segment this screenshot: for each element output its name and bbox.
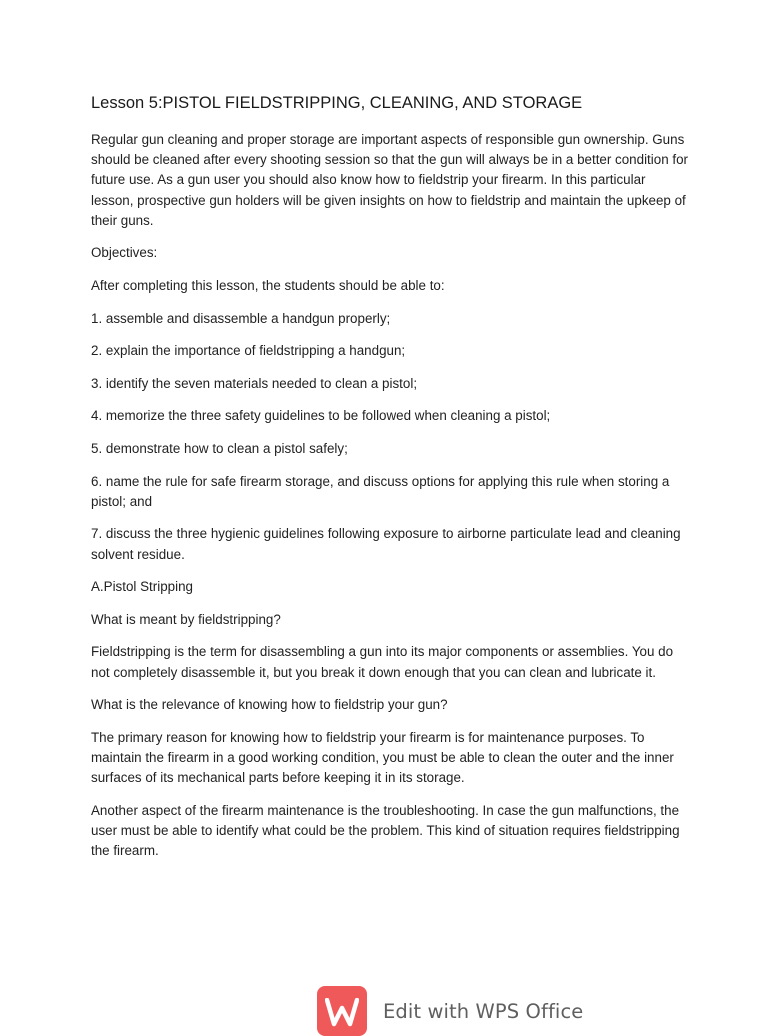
intro-paragraph: Regular gun cleaning and proper storage are important aspects of responsible gun ownership. Guns should be cleaned after every shooting session so that the gun will always be in a better condition for future use. As a gun user you should also know how to fieldstrip your firearm. In this particular lesson, prospective gun holders will be given insights on how to fieldstrip and maintain the upkeep of their guns. — [91, 132, 688, 228]
wps-office-logo-icon — [317, 986, 367, 1036]
objective-item-1: 1. assemble and disassemble a handgun properly; — [91, 310, 391, 326]
wps-footer-banner[interactable] — [317, 986, 583, 1036]
question-relevance: What is the relevance of knowing how to fieldstrip your gun? — [91, 697, 448, 713]
document-page — [91, 92, 691, 874]
objective-item-6: 6. name the rule for safe firearm storage, and discuss options for applying this rule when storing a pistol; and — [91, 473, 670, 509]
objective-item-2: 2. explain the importance of fieldstripping a handgun; — [91, 343, 406, 359]
objective-item-4: 4. memorize the three safety guidelines to be followed when cleaning a pistol; — [91, 408, 551, 424]
question-fieldstripping: What is meant by fieldstripping? — [91, 611, 281, 627]
objective-item-3: 3. identify the seven materials needed to clean a pistol; — [91, 375, 418, 391]
section-heading-pistol-stripping: A.Pistol Stripping — [91, 579, 193, 595]
objectives-intro: After completing this lesson, the students should be able to: — [91, 278, 445, 293]
troubleshooting-paragraph: Another aspect of the firearm maintenance is the troubleshooting. In case the gun malfunctions, the user must be able to identify what could be the problem. This kind of situation requires fieldstripping the firearm. — [91, 802, 680, 859]
edit-with-wps-label: Edit with WPS Office — [383, 1000, 584, 1023]
answer-relevance: The primary reason for knowing how to fieldstrip your firearm is for maintenance purposes. To maintain the firearm in a good working condition, you must be able to clean the outer and the inner surfaces of its mechanical parts before keeping it in its storage. — [91, 729, 674, 786]
objective-item-7: 7. discuss the three hygienic guidelines following exposure to airborne particulate lead and cleaning solvent residue. — [91, 526, 681, 562]
answer-fieldstripping: Fieldstripping is the term for disassembling a gun into its major components or assemblies. You do not completely disassemble it, but you break it down enough that you can clean and lubricate it. — [91, 644, 674, 680]
objective-item-5: 5. demonstrate how to clean a pistol safely; — [91, 440, 348, 456]
objectives-heading: Objectives: — [91, 245, 158, 261]
document-title: Lesson 5:PISTOL FIELDSTRIPPING, CLEANING, AND STORAGE — [91, 94, 583, 112]
